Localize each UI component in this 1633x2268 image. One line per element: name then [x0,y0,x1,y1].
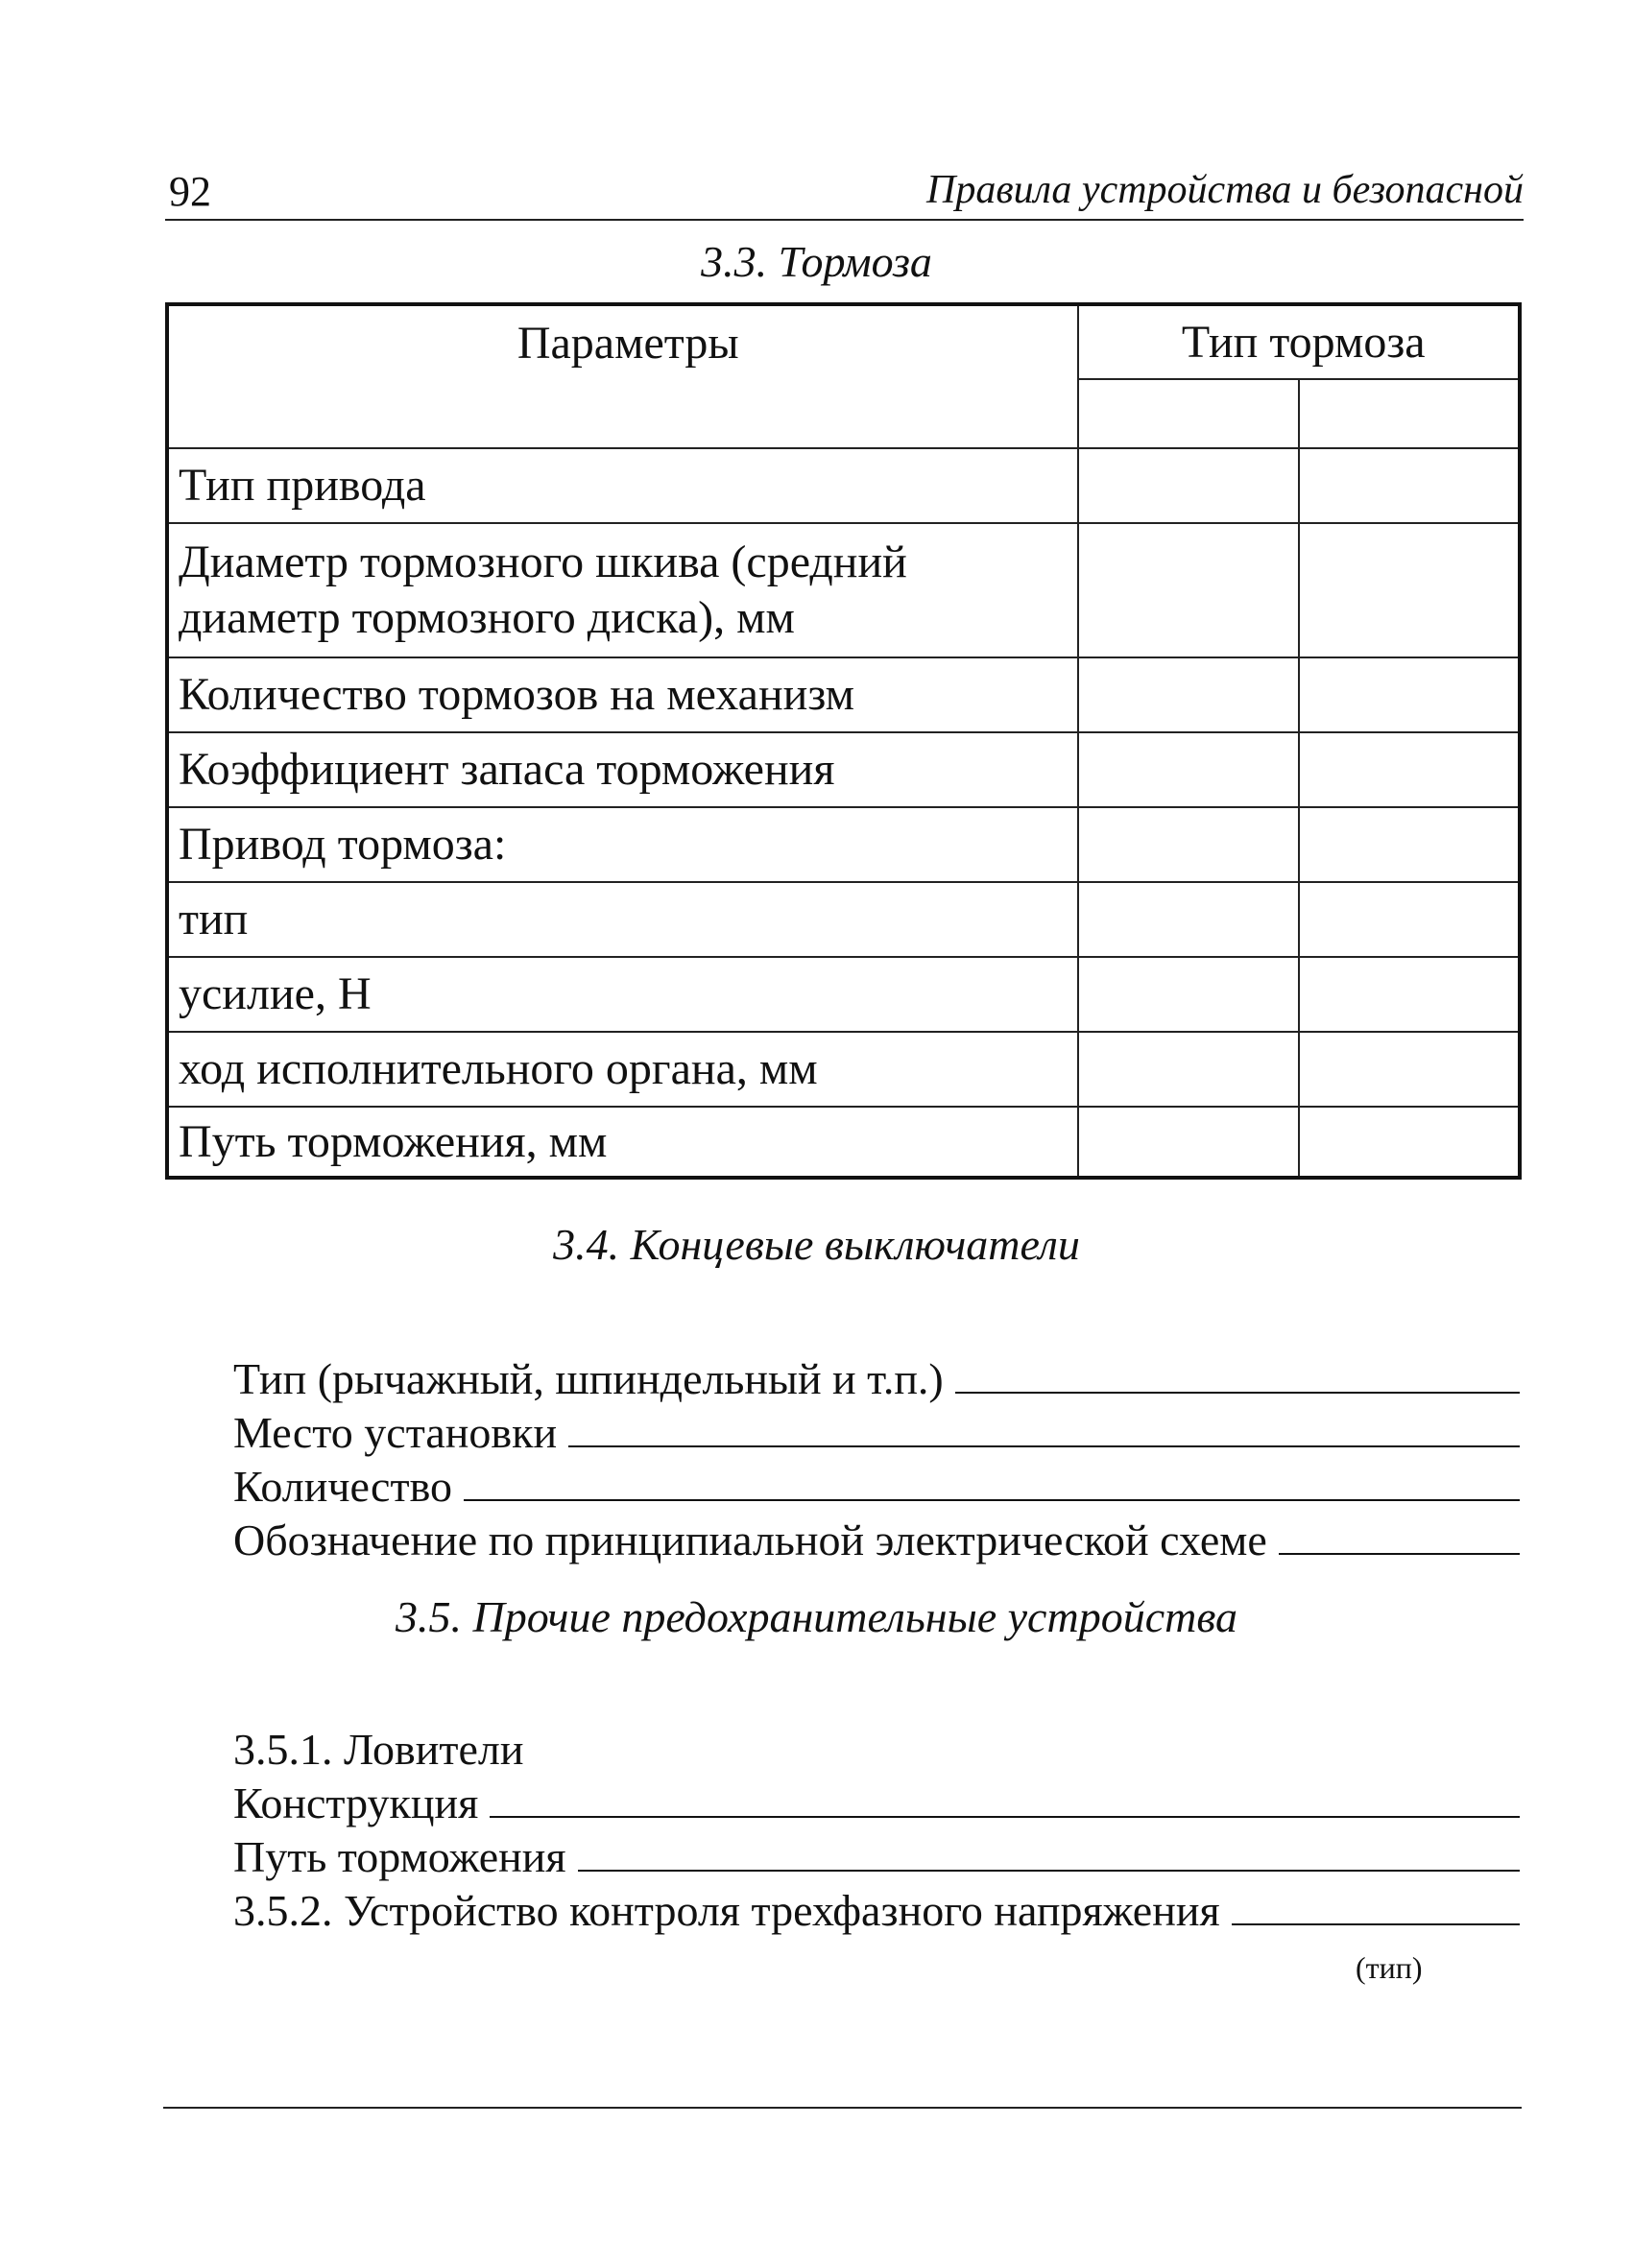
value-cell[interactable] [1299,882,1520,957]
row-label: Коэффициент запаса торможения [167,732,1078,807]
subsection-heading: 3.5.1. Ловители [233,1725,524,1774]
footer-rule [163,2107,1522,2109]
fill-line[interactable] [1232,1887,1520,1925]
form-field-construction [233,1778,1520,1828]
row-label: Тип привода [167,448,1078,523]
value-cell[interactable] [1078,732,1298,807]
fill-line[interactable] [1279,1516,1520,1555]
page-number: 92 [169,168,211,215]
fill-line[interactable] [578,1833,1520,1872]
table-row [167,882,1520,957]
fill-line[interactable] [955,1355,1520,1394]
field-label: Путь торможения [233,1832,566,1881]
brakes-table [165,302,1522,1180]
value-cell[interactable] [1078,1032,1298,1107]
row-label: Количество тормозов на механизм [167,657,1078,732]
fill-line[interactable] [464,1463,1520,1501]
value-cell[interactable] [1299,1032,1520,1107]
column-header-parameters: Параметры [167,304,1078,448]
table-row [167,523,1520,657]
value-cell[interactable] [1299,448,1520,523]
value-cell[interactable] [1299,957,1520,1032]
fill-line[interactable] [568,1409,1520,1447]
form-field-schematic-designation [233,1515,1520,1565]
table-row [167,448,1520,523]
field-label: Обозначение по принципиальной электрической схеме [233,1516,1267,1564]
page-header [165,163,1524,221]
value-cell[interactable] [1078,523,1298,657]
value-cell[interactable] [1299,807,1520,882]
running-title: Правила устройства и безопасной [926,168,1524,212]
form-field-install-location [233,1407,1520,1458]
value-cell[interactable] [1299,1107,1520,1178]
catchers-heading [233,1724,1520,1775]
column-header-brake-type: Тип тормоза [1078,304,1520,379]
field-label: Место установки [233,1408,558,1457]
type-hint: (тип) [1356,1950,1423,1985]
form-field-quantity [233,1461,1520,1512]
value-cell[interactable] [1078,882,1298,957]
fill-line[interactable] [490,1779,1520,1818]
form-field-voltage-control [233,1885,1520,1936]
field-label: Тип (рычажный, шпиндельный и т.п.) [233,1354,944,1403]
value-cell[interactable] [1078,448,1298,523]
row-label: Привод тормоза: [167,807,1078,882]
field-label: Конструкция [233,1779,479,1827]
value-cell[interactable] [1299,523,1520,657]
value-cell[interactable] [1078,807,1298,882]
value-cell[interactable] [1078,1107,1298,1178]
brake-type-cell-2[interactable] [1299,379,1520,448]
value-cell[interactable] [1078,957,1298,1032]
value-cell[interactable] [1299,657,1520,732]
value-cell[interactable] [1299,732,1520,807]
table-row [167,732,1520,807]
table-row [167,807,1520,882]
form-field-switch-type [233,1353,1520,1404]
row-label: усилие, Н [167,957,1078,1032]
form-field-braking-distance [233,1831,1520,1882]
section-title-brakes: 3.3. Тормоза [701,237,932,286]
table-row [167,1107,1520,1178]
section-title-limit-switches: 3.4. Концевые выключатели [553,1220,1080,1269]
value-cell[interactable] [1078,657,1298,732]
table-row [167,1032,1520,1107]
field-label: 3.5.2. Устройство контроля трехфазного напряжения [233,1886,1220,1935]
field-label: Количество [233,1462,452,1511]
row-label: ход исполнительного органа, мм [167,1032,1078,1107]
row-label: тип [167,882,1078,957]
table-row [167,657,1520,732]
brake-type-cell-1[interactable] [1078,379,1298,448]
row-label: Путь торможения, мм [167,1107,1078,1178]
table-row [167,957,1520,1032]
row-label: Диаметр тормозного шкива (средний диаметр тормозного диска), мм [167,523,1078,657]
section-title-other-devices: 3.5. Прочие предохранительные устройства [396,1592,1237,1641]
